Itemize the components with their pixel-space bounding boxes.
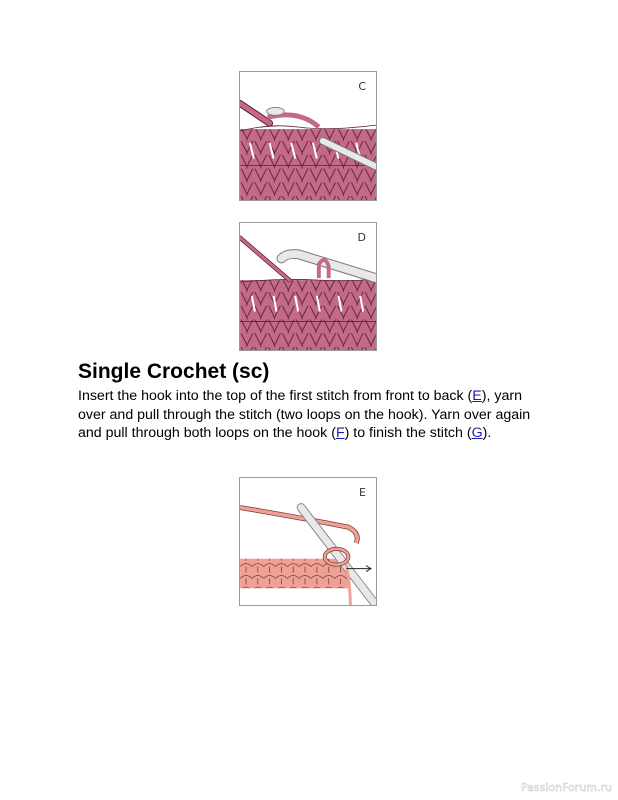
paragraph-text: ) to finish the stitch (	[344, 425, 472, 442]
crochet-illustration-d	[240, 223, 376, 350]
figure-c-illustration	[239, 71, 377, 201]
figure-e-illustration	[239, 477, 377, 606]
crochet-illustration-e	[240, 478, 376, 605]
link-figure-f[interactable]: F	[335, 425, 345, 442]
figure-d-illustration	[239, 222, 377, 351]
figure-label-e: E	[359, 486, 366, 499]
paragraph-text: ).	[482, 425, 492, 442]
link-figure-g[interactable]: G	[471, 425, 483, 442]
paragraph-text: Insert the hook into the top of the first stitch from front to back (	[78, 388, 473, 404]
paragraph-text: ), yarn over and pull through the stitch (two loops on the hook). Yarn over again and pull through both loops on the hook (	[78, 388, 531, 442]
watermark: PassionForum.ru	[521, 781, 612, 794]
section-heading: Single Crochet (sc)	[78, 360, 270, 383]
figure-label-c: C	[358, 80, 366, 93]
link-figure-e[interactable]: E	[472, 388, 482, 404]
figure-label-d: D	[357, 231, 366, 244]
crochet-illustration-c	[240, 72, 376, 200]
instruction-paragraph	[78, 387, 548, 443]
